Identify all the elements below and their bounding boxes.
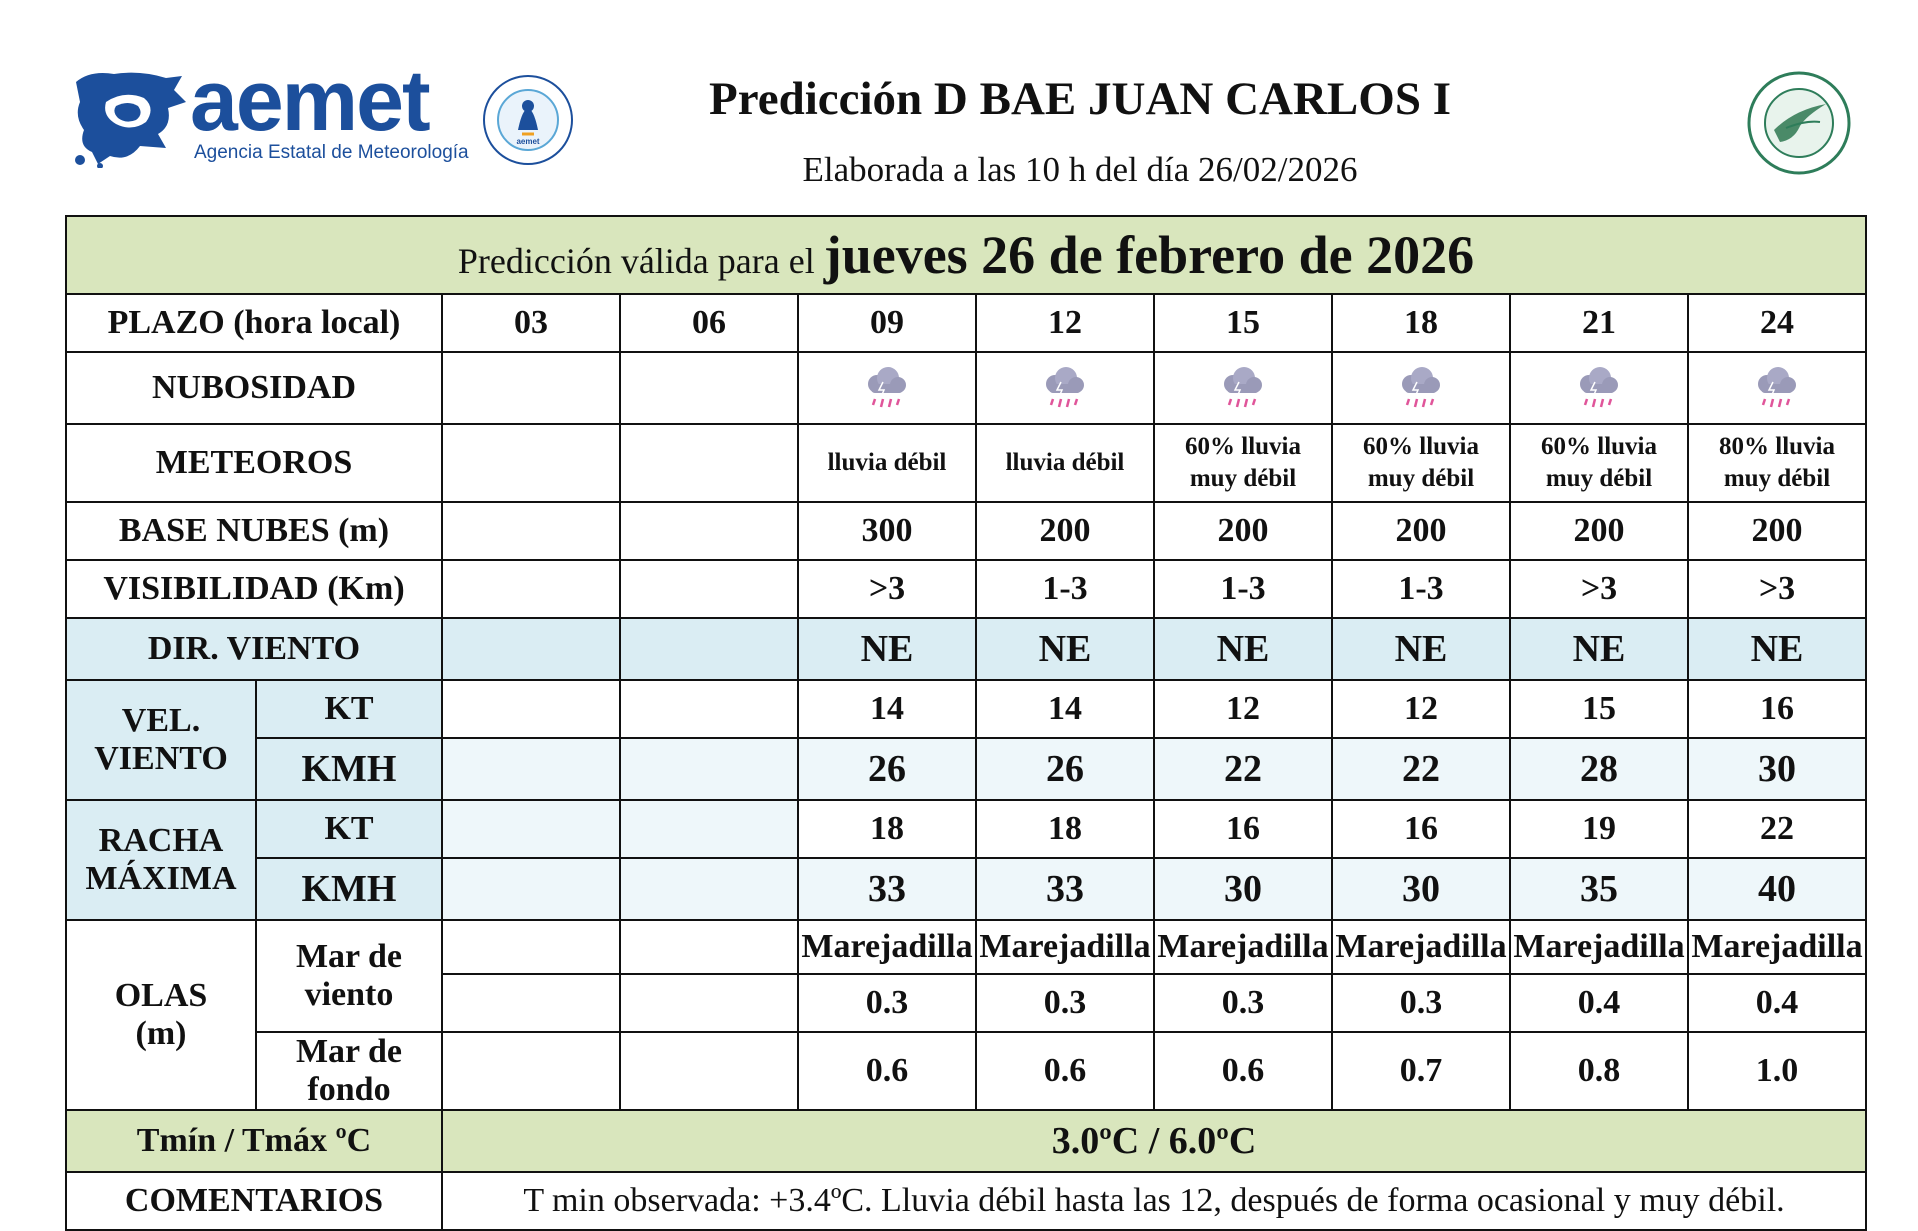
validity-header	[66, 216, 1866, 294]
base-nubes-cell: 300	[798, 502, 976, 560]
meteoros-cell: 60% lluvia muy débil	[1510, 424, 1688, 502]
base-nubes-row	[66, 502, 1866, 560]
visibilidad-cell: >3	[1688, 560, 1866, 618]
racha-kt-cell: 19	[1510, 800, 1688, 858]
rain-cloud-icon	[1573, 362, 1625, 414]
rain-cloud-icon	[1395, 362, 1447, 414]
racha-kt-cell: 22	[1688, 800, 1866, 858]
mar-viento-estado-cell	[620, 920, 798, 974]
dir-viento-label: DIR. VIENTO	[66, 618, 442, 680]
page-title: Predicción D BAE JUAN CARLOS I	[708, 73, 1452, 125]
racha-kmh-cell: 30	[1154, 858, 1332, 920]
racha-kt-cell	[442, 800, 620, 858]
base-nubes-cell: 200	[1688, 502, 1866, 560]
dir-viento-cell: NE	[1154, 618, 1332, 680]
vel-viento-label: VEL. VIENTO	[66, 680, 256, 800]
hour-cell: 18	[1332, 294, 1510, 352]
dir-viento-cell	[442, 618, 620, 680]
racha-kmh-cell: 30	[1332, 858, 1510, 920]
racha-kmh-cell	[442, 858, 620, 920]
base-nubes-cell: 200	[1154, 502, 1332, 560]
unit-kt-label: KT	[256, 680, 442, 738]
vel-kmh-cell: 30	[1688, 738, 1866, 800]
vel-kmh-cell: 26	[798, 738, 976, 800]
mar-fondo-cell: 0.6	[798, 1032, 976, 1110]
seal-aemet-inner-text: aemet	[516, 137, 540, 146]
mar-viento-altura-cell: 0.3	[1332, 974, 1510, 1032]
racha-kmh-row	[66, 858, 1866, 920]
vel-kt-cell	[442, 680, 620, 738]
meteoros-cell: 60% lluvia muy débil	[1332, 424, 1510, 502]
vel-kt-cell: 14	[798, 680, 976, 738]
meteoros-cell	[442, 424, 620, 502]
mar-viento-estado-cell: Marejadilla	[1154, 920, 1332, 974]
dir-viento-cell: NE	[1688, 618, 1866, 680]
dir-viento-cell: NE	[1510, 618, 1688, 680]
mar-viento-altura-cell: 0.4	[1688, 974, 1866, 1032]
hour-cell: 24	[1688, 294, 1866, 352]
bae-juan-carlos-seal-icon	[1746, 70, 1852, 176]
vel-kmh-cell: 22	[1332, 738, 1510, 800]
vel-viento-kmh-row	[66, 738, 1866, 800]
racha-kt-cell	[620, 800, 798, 858]
dir-viento-cell: NE	[1332, 618, 1510, 680]
mar-viento-altura-cell	[442, 974, 620, 1032]
meteoros-cell: 60% lluvia muy débil	[1154, 424, 1332, 502]
racha-kmh-cell: 40	[1688, 858, 1866, 920]
visibilidad-row	[66, 560, 1866, 618]
racha-kt-cell: 18	[798, 800, 976, 858]
plazo-row	[66, 294, 1866, 352]
mar-fondo-cell	[620, 1032, 798, 1110]
vel-kt-cell: 15	[1510, 680, 1688, 738]
visibilidad-cell: 1-3	[1154, 560, 1332, 618]
hour-cell: 09	[798, 294, 976, 352]
visibilidad-cell: >3	[798, 560, 976, 618]
validity-row	[66, 216, 1866, 294]
mar-fondo-label: Mar de fondo	[256, 1032, 442, 1110]
vel-kt-cell: 12	[1332, 680, 1510, 738]
mar-viento-estado-cell: Marejadilla	[1332, 920, 1510, 974]
mar-fondo-row	[66, 1032, 1866, 1110]
nubosidad-cell	[442, 352, 620, 424]
rain-cloud-icon	[1039, 362, 1091, 414]
mar-viento-estado-cell: Marejadilla	[798, 920, 976, 974]
visibilidad-label: VISIBILIDAD (Km)	[66, 560, 442, 618]
validity-prefix: Predicción válida para el	[457, 241, 815, 281]
visibilidad-cell: 1-3	[1332, 560, 1510, 618]
unit-kmh-label: KMH	[256, 738, 442, 800]
mar-viento-altura-cell: 0.3	[798, 974, 976, 1032]
vel-kmh-cell	[620, 738, 798, 800]
mar-viento-altura-cell: 0.3	[976, 974, 1154, 1032]
vel-kmh-cell	[442, 738, 620, 800]
dir-viento-cell	[620, 618, 798, 680]
comentarios-value: T min observada: +3.4ºC. Lluvia débil hasta las 12, después de forma ocasional y muy débil.	[442, 1172, 1866, 1230]
visibilidad-cell	[442, 560, 620, 618]
page-subtitle: Elaborada a las 10 h del día 26/02/2026	[802, 150, 1358, 189]
racha-kt-row	[66, 800, 1866, 858]
racha-kmh-cell: 33	[798, 858, 976, 920]
dir-viento-cell: NE	[976, 618, 1154, 680]
hour-cell: 12	[976, 294, 1154, 352]
mar-viento-estado-cell: Marejadilla	[976, 920, 1154, 974]
nubosidad-row	[66, 352, 1866, 424]
visibilidad-cell	[620, 560, 798, 618]
mar-viento-estado-row	[66, 920, 1866, 974]
racha-kt-cell: 18	[976, 800, 1154, 858]
temps-value: 3.0ºC / 6.0ºC	[442, 1110, 1866, 1172]
racha-kmh-cell: 33	[976, 858, 1154, 920]
base-nubes-cell	[442, 502, 620, 560]
base-nubes-cell: 200	[1332, 502, 1510, 560]
meteoros-cell: lluvia débil	[976, 424, 1154, 502]
plazo-label: PLAZO (hora local)	[66, 294, 442, 352]
dir-viento-cell: NE	[798, 618, 976, 680]
nubosidad-cell	[1332, 352, 1510, 424]
vel-kmh-cell: 28	[1510, 738, 1688, 800]
racha-maxima-label: RACHA MÁXIMA	[66, 800, 256, 920]
mar-fondo-cell: 1.0	[1688, 1032, 1866, 1110]
validity-date: jueves 26 de febrero de 2026	[823, 225, 1475, 285]
rain-cloud-icon	[861, 362, 913, 414]
dir-viento-row	[66, 618, 1866, 680]
mar-fondo-cell	[442, 1032, 620, 1110]
unit-kt-label: KT	[256, 800, 442, 858]
vel-kt-cell: 14	[976, 680, 1154, 738]
mar-fondo-cell: 0.6	[1154, 1032, 1332, 1110]
aemet-subtitle: Agencia Estatal de Meteorología	[194, 142, 469, 163]
olas-label: OLAS (m)	[66, 920, 256, 1110]
base-nubes-cell	[620, 502, 798, 560]
hour-cell: 03	[442, 294, 620, 352]
mar-viento-altura-cell: 0.3	[1154, 974, 1332, 1032]
racha-kmh-cell	[620, 858, 798, 920]
visibilidad-cell: >3	[1510, 560, 1688, 618]
aemet-wordmark: aemet	[190, 53, 429, 149]
meteoros-cell: 80% lluvia muy débil	[1688, 424, 1866, 502]
meteoros-cell	[620, 424, 798, 502]
mar-fondo-cell: 0.6	[976, 1032, 1154, 1110]
comentarios-label: COMENTARIOS	[66, 1172, 442, 1230]
mar-fondo-cell: 0.7	[1332, 1032, 1510, 1110]
comentarios-row	[66, 1172, 1866, 1230]
nubosidad-cell	[976, 352, 1154, 424]
mar-viento-estado-cell: Marejadilla	[1510, 920, 1688, 974]
aemet-map-icon	[70, 68, 188, 168]
unit-kmh-label: KMH	[256, 858, 442, 920]
base-nubes-cell: 200	[1510, 502, 1688, 560]
meteoros-row	[66, 424, 1866, 502]
rain-cloud-icon	[1751, 362, 1803, 414]
rain-cloud-icon	[1217, 362, 1269, 414]
vel-kmh-cell: 22	[1154, 738, 1332, 800]
mar-viento-estado-cell	[442, 920, 620, 974]
temps-row	[66, 1110, 1866, 1172]
nubosidad-cell	[798, 352, 976, 424]
vel-viento-kt-row	[66, 680, 1866, 738]
mar-viento-altura-cell	[620, 974, 798, 1032]
temps-label: Tmín / Tmáx ºC	[66, 1110, 442, 1172]
mar-viento-estado-cell: Marejadilla	[1688, 920, 1866, 974]
mar-viento-altura-cell: 0.4	[1510, 974, 1688, 1032]
mar-fondo-cell: 0.8	[1510, 1032, 1688, 1110]
nubosidad-cell	[620, 352, 798, 424]
vel-kmh-cell: 26	[976, 738, 1154, 800]
vel-kt-cell	[620, 680, 798, 738]
vel-kt-cell: 16	[1688, 680, 1866, 738]
hour-cell: 06	[620, 294, 798, 352]
racha-kt-cell: 16	[1332, 800, 1510, 858]
nubosidad-cell	[1154, 352, 1332, 424]
mar-viento-label: Mar de viento	[256, 920, 442, 1032]
hour-cell: 15	[1154, 294, 1332, 352]
nubosidad-label: NUBOSIDAD	[66, 352, 442, 424]
racha-kmh-cell: 35	[1510, 858, 1688, 920]
forecast-table	[65, 215, 1867, 1231]
aemet-logo	[70, 53, 470, 174]
vel-kt-cell: 12	[1154, 680, 1332, 738]
meteoros-label: METEOROS	[66, 424, 442, 502]
visibilidad-cell: 1-3	[976, 560, 1154, 618]
racha-kt-cell: 16	[1154, 800, 1332, 858]
nubosidad-cell	[1510, 352, 1688, 424]
meteoros-cell: lluvia débil	[798, 424, 976, 502]
hour-cell: 21	[1510, 294, 1688, 352]
base-nubes-label: BASE NUBES (m)	[66, 502, 442, 560]
base-nubes-cell: 200	[976, 502, 1154, 560]
nubosidad-cell	[1688, 352, 1866, 424]
